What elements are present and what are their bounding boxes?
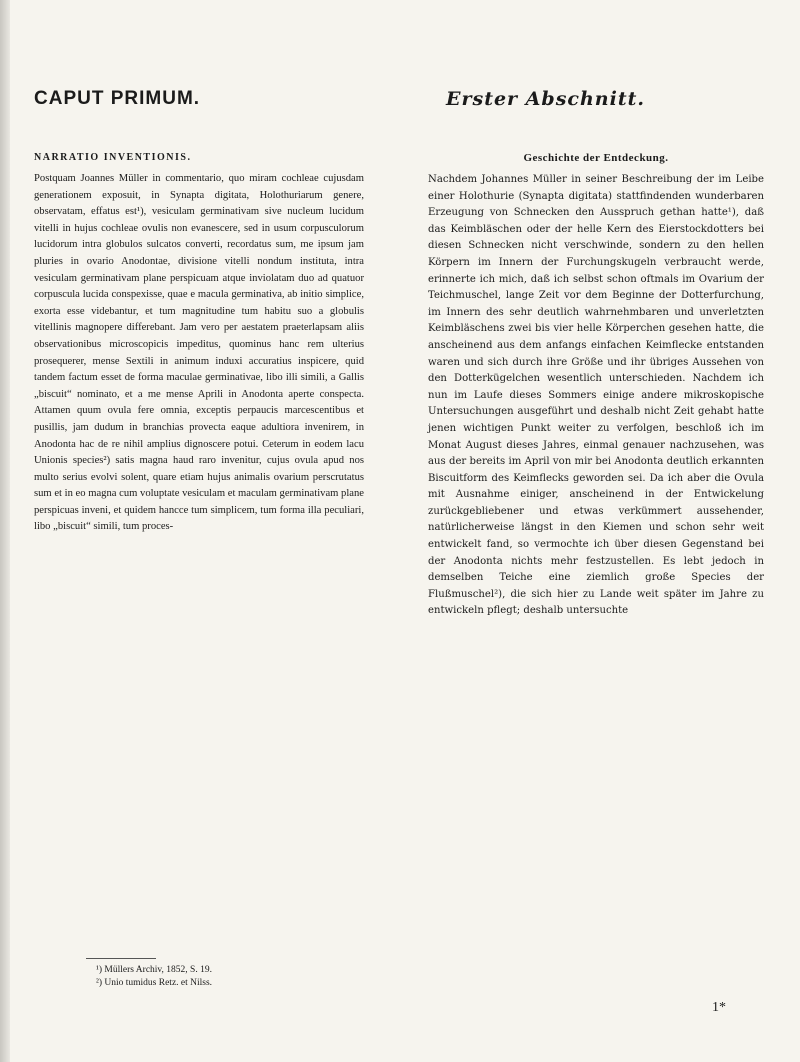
german-section-title: Geschichte der Entdeckung. [523,152,669,164]
chapter-heading-latin: CAPUT PRIMUM. [34,88,201,109]
latin-section-title: NARRATIO INVENTIONIS. [34,152,192,163]
latin-column [34,152,364,536]
footnote-rule [86,958,156,959]
footnotes [96,964,376,990]
book-spine-shadow [0,0,10,1062]
chapter-heading-german: Erster Abschnitt. [446,88,645,110]
german-column [428,152,764,620]
page-number: 1* [712,1000,726,1015]
german-body-text: Nachdem Johannes Müller in seiner Beschreibung der im Leibe einer Holothurie (Synapta digitata) stattfindenden wunderbaren Erzeugung von Schnecken den Ausspruch gethan hatte¹), daß das Keimbläschen oder der helle Kern des Eierstockdotters bei diesen Schnecken nicht verschwinde, sondern zu den hellen Körpern im Innern der Furchungskugeln verbraucht werde, erinnerte ich mich, daß ich selbst schon oftmals im Ovarium der Teichmuschel, lange Zeit vor dem Beginne der Dotterfurchung, im Innern des sehr deutlich wahrnehmbaren und unverletzten Keimbläschens zwei bis vier helle Körperchen gesehen hatte, die anscheinend aus dem anfangs einfachen Keimflecke entstanden waren und sich durch ihre Größe und ihr übriges Aussehen von den Dotterkügelchen wesentlich unterschieden. Nachdem ich nun im Laufe dieses Sommers einige andere mikroskopische Untersuchungen ausgeführt und deshalb nicht Zeit gehabt hatte jenen wichtigen Punkt weiter zu verfolgen, beschloß ich im Monat August dieses Jahres, einmal genauer nachzusehen, was aus der bereits im April von mir bei Anodonta deutlich erkannten Biscuitform des Keimflecks geworden sei. Da ich aber die Ovula mit Ausnahme einiger, anscheinend in der Entwickelung zurückgebliebener und etwas verkümmert aussehender, natürlicherweise längst in den Kiemen und schon sehr weit entwickelt fand, so vermochte ich über diesen Gegenstand bei der Anodonta nichts mehr festzustellen. Es lebt jedoch in demselben Teiche eine ziemlich große Species der Flußmuschel²), die sich hier zu Lande weit später im Jahre zu entwickeln pflegt; deshalb untersuchte [428,174,764,617]
book-page [26,0,776,1062]
latin-body-text: Postquam Joannes Müller in commentario, quo miram cochleae cujusdam generationem exposuit, in Synapta digitata, Holothuriarum genere, observatam, effatus est¹), vesiculam germinativam sive nucleum lucidum vitelli in hujus cochleae ovulis non evanescere, sed in usum corpusculorum lucidorum intra globulos sulcatos converti, recordatus sum, me ipsum jam pluries in ovario Anodontae, divisione vitelli nondum instituta, intra vesiculam germinativam plane perspicuam atque inviolatam duo ad quatuor corpuscula lucida conspexisse, quae e macula germinativa, ab initio simplice, exorta esse videbantur, et tum magnitudine tum habitu suo a globulis vitellinis magnopere differebant. Jam vero per aestatem praeterlapsam aliis observationibus microscopicis impeditus, quominus hanc rem ulterius prosequerer, mense Sextili in animum induxi accuratius inspicere, quid tandem factum esset de forma maculae germinativae, libo illi simili, a Gallis „biscuit“ nominato, et a me mense Aprili in Anodonta aperte conspecta. Attamen quum ovula fere omnia, exceptis perpaucis marcescentibus et pusillis, jam dudum in branchias provecta eaque adultiora invenirem, in Anodonta hac de re nihil amplius dignoscere potui. Ceterum in eodem lacu Unionis species²) satis magna haud raro invenitur, cujus ovula apud nos multo serius evolvi solent, quare etiam hujus animalis ovarium perscrutatus sum et in eo magna cum voluptate vesiculam et maculam germinativam plane perspicuas inveni, et quidem hancce tum simplicem, tum forma illa peculiari, libo „biscuit“ simili, tum proces- [34,173,364,533]
footnote-1: ¹) Müllers Archiv, 1852, S. 19. [96,965,212,975]
footnote-2: ²) Unio tumidus Retz. et Nilss. [96,978,213,988]
